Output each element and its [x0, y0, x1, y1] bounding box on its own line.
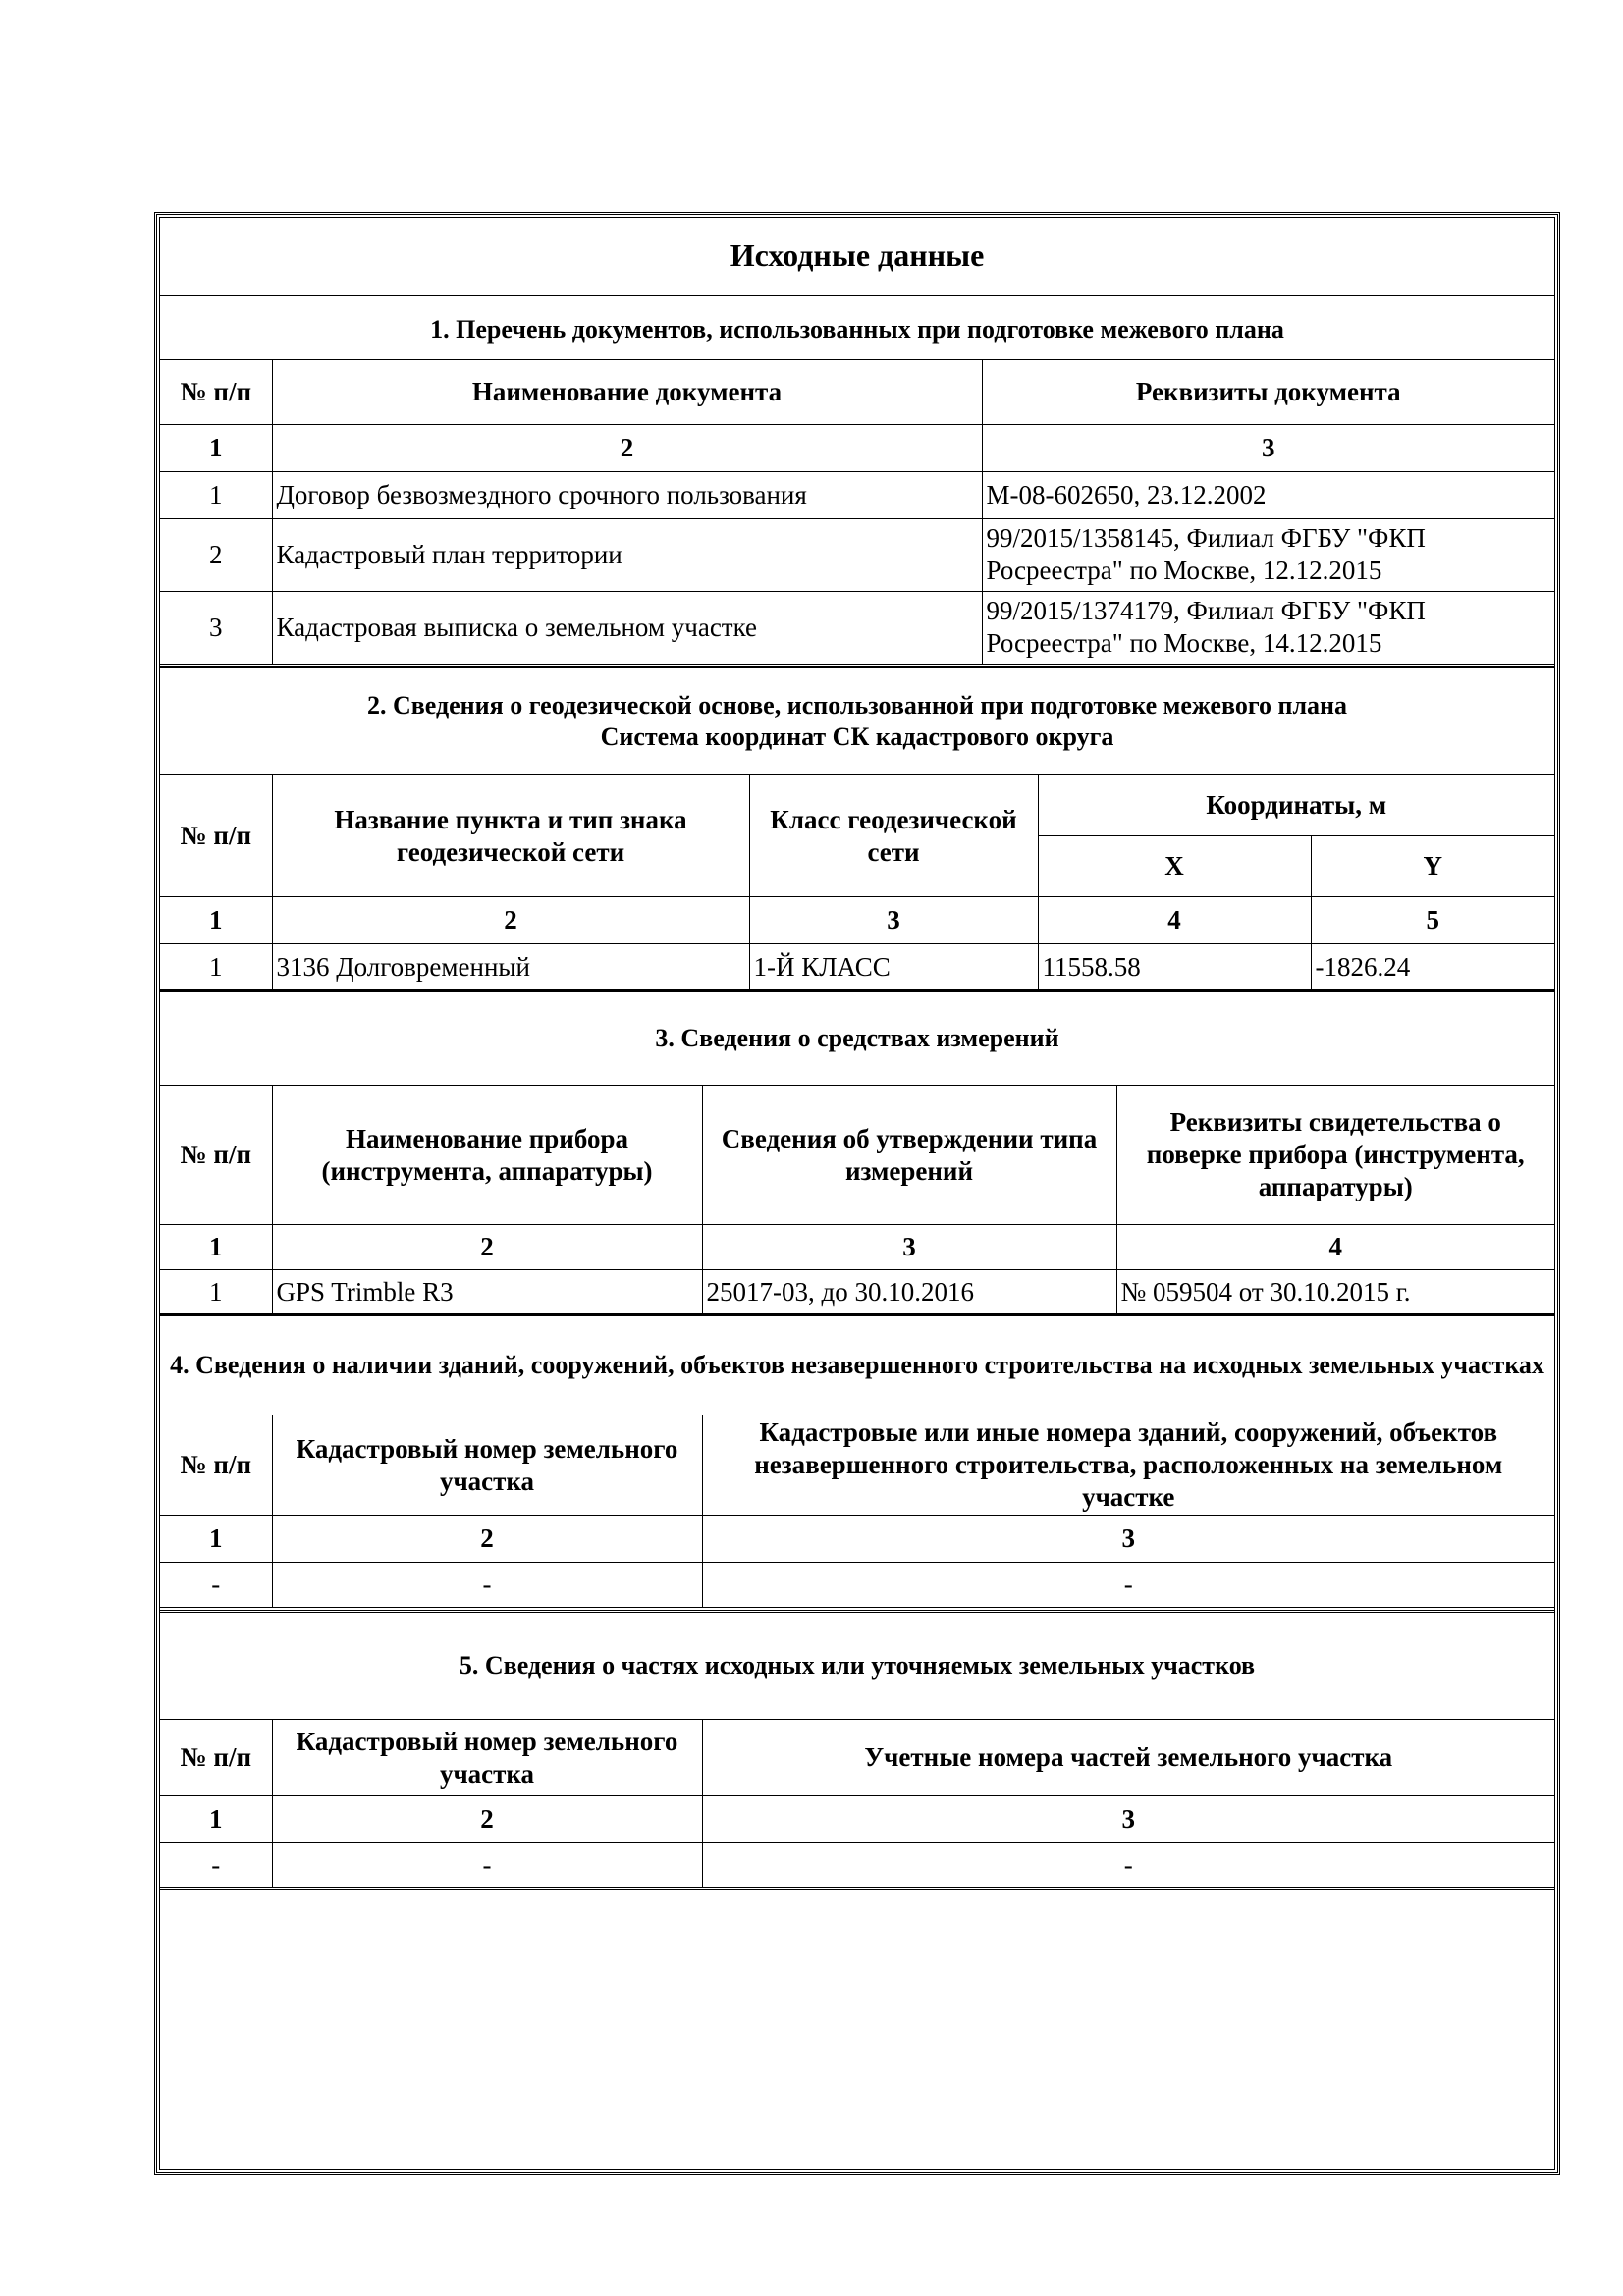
section4-title: 4. Сведения о наличии зданий, сооружений, объектов незавершенного строительства на исходных земельных участках [160, 1315, 1554, 1415]
document-frame [154, 212, 1560, 2175]
table-row [160, 1843, 1554, 1889]
section4-header-n: № п/п [160, 1415, 272, 1516]
section1-title: 1. Перечень документов, использованных при подготовке межевого плана [160, 300, 1554, 359]
table-row [160, 944, 1554, 991]
row-number: 1 [160, 1270, 272, 1315]
section5-num-3: 3 [702, 1796, 1554, 1843]
section3-header-device: Наименование прибора (инструмента, аппаратуры) [272, 1086, 702, 1225]
document-name: Кадастровый план территории [272, 518, 982, 591]
section2-num-5: 5 [1311, 897, 1554, 944]
section3-title: 3. Сведения о средствах измерений [160, 991, 1554, 1086]
section1-num-3: 3 [982, 424, 1554, 471]
section2-title [160, 667, 1554, 775]
section2-header-class: Класс геодезической сети [749, 775, 1038, 897]
coord-y: -1826.24 [1311, 944, 1554, 991]
section3-table [160, 989, 1554, 1315]
section4-num-1: 1 [160, 1516, 272, 1563]
section1-table [160, 300, 1554, 665]
section5-num-2: 2 [272, 1796, 702, 1843]
section4-num-2: 2 [272, 1516, 702, 1563]
table-row [160, 471, 1554, 518]
network-class: 1-Й КЛАСС [749, 944, 1038, 991]
section2-header-y: Y [1311, 836, 1554, 897]
section5-closing-border [160, 1889, 1554, 1891]
section4-num-3: 3 [702, 1516, 1554, 1563]
section4-table [160, 1313, 1554, 1608]
section3-num-1: 1 [160, 1225, 272, 1270]
section2-num-4: 4 [1038, 897, 1311, 944]
point-name: 3136 Долговременный [272, 944, 749, 991]
section2-title-line2: Система координат СК кадастрового округа [600, 722, 1114, 751]
section3-num-2: 2 [272, 1225, 702, 1270]
cadastral-number: - [272, 1843, 702, 1889]
section5-title: 5. Сведения о частях исходных или уточняемых земельных участков [160, 1612, 1554, 1720]
row-number: - [160, 1563, 272, 1608]
part-numbers: - [702, 1843, 1554, 1889]
certificate-info: № 059504 от 30.10.2015 г. [1116, 1270, 1554, 1315]
row-number: - [160, 1843, 272, 1889]
section2-title-line1: 2. Сведения о геодезической основе, использованной при подготовке межевого плана [366, 691, 1348, 720]
section2-num-2: 2 [272, 897, 749, 944]
section1-num-1: 1 [160, 424, 272, 471]
document-inner [159, 217, 1555, 2170]
section3-header-n: № п/п [160, 1086, 272, 1225]
section1-num-2: 2 [272, 424, 982, 471]
section2-num-3: 3 [749, 897, 1038, 944]
table-row [160, 1270, 1554, 1315]
section2-header-n: № п/п [160, 775, 272, 897]
section2-header-x: X [1038, 836, 1311, 897]
device-name: GPS Trimble R3 [272, 1270, 702, 1315]
section3-header-approval: Сведения об утверждении типа измерений [702, 1086, 1116, 1225]
section5-header-cad: Кадастровый номер земельного участка [272, 1720, 702, 1796]
section2-table [160, 666, 1554, 991]
section5-table [160, 1610, 1554, 1890]
section1-header-details: Реквизиты документа [982, 359, 1554, 424]
object-numbers: - [702, 1563, 1554, 1608]
section5-header-parts: Учетные номера частей земельного участка [702, 1720, 1554, 1796]
coord-x: 11558.58 [1038, 944, 1311, 991]
section2-num-1: 1 [160, 897, 272, 944]
document-details: М-08-602650, 23.12.2002 [982, 471, 1554, 518]
section1-header-name: Наименование документа [272, 359, 982, 424]
table-row [160, 591, 1554, 664]
section3-header-certificate: Реквизиты свидетельства о поверке прибора (инструмента, аппаратуры) [1116, 1086, 1554, 1225]
section5-header-n: № п/п [160, 1720, 272, 1796]
section4-header-cad: Кадастровый номер земельного участка [272, 1415, 702, 1516]
section5-num-1: 1 [160, 1796, 272, 1843]
document-details: 99/2015/1358145, Филиал ФГБУ "ФКП Росреестра" по Москве, 12.12.2015 [982, 518, 1554, 591]
section1-header-n: № п/п [160, 359, 272, 424]
row-number: 2 [160, 518, 272, 591]
table-row [160, 1563, 1554, 1608]
row-number: 1 [160, 471, 272, 518]
section4-header-objects: Кадастровые или иные номера зданий, сооружений, объектов незавершенного строительства, расположенных на земельном участке [702, 1415, 1554, 1516]
document-name: Договор безвозмездного срочного пользования [272, 471, 982, 518]
document-details: 99/2015/1374179, Филиал ФГБУ "ФКП Росреестра" по Москве, 14.12.2015 [982, 591, 1554, 664]
document-name: Кадастровая выписка о земельном участке [272, 591, 982, 664]
section3-num-3: 3 [702, 1225, 1116, 1270]
section2-header-coords: Координаты, м [1038, 775, 1554, 836]
section2-header-name: Название пункта и тип знака геодезической сети [272, 775, 749, 897]
row-number: 1 [160, 944, 272, 991]
page-title: Исходные данные [160, 218, 1554, 296]
section3-num-4: 4 [1116, 1225, 1554, 1270]
row-number: 3 [160, 591, 272, 664]
table-row [160, 518, 1554, 591]
approval-info: 25017-03, до 30.10.2016 [702, 1270, 1116, 1315]
cadastral-number: - [272, 1563, 702, 1608]
